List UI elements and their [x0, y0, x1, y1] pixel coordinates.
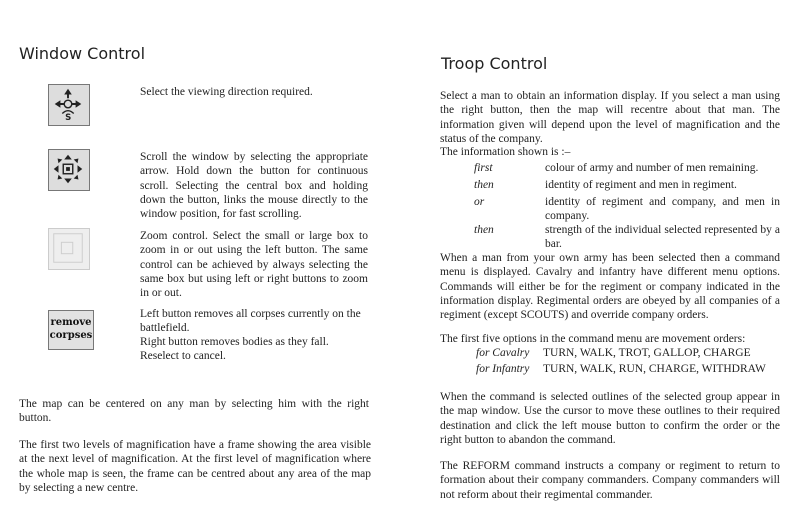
first-five-label: The first five options in the command menu are movement orders:: [440, 333, 746, 345]
corpses-label: corpses: [49, 330, 93, 341]
def-desc: identity of regiment and company, and men in company.: [545, 196, 780, 222]
cavalry-label: for Cavalry: [476, 347, 530, 359]
svg-text:S: S: [65, 113, 72, 123]
info-shown-label: The information shown is :–: [440, 146, 571, 158]
direction-text: Select the viewing direction required.: [140, 86, 313, 98]
infantry-commands: [476, 363, 786, 377]
corpses-text-right: Right button removes bodies as they fall. Reselect to cancel.: [140, 336, 329, 363]
def-desc: identity of regiment and men in regiment.: [545, 179, 737, 191]
outline-para: When the command is selected outlines of the selected group appear in the map window. Use the cursor to move these outlines to their required destination and click the left mouse button to confirm the order or the right button to abandon the command.: [440, 391, 780, 446]
def-row: [440, 161, 780, 175]
troop-control-title: Troop Control: [441, 54, 548, 73]
scroll-arrows-icon[interactable]: [48, 149, 90, 191]
left-para-magnification: The first two levels of magnification have a frame showing the area visible at the next level of magnification. At the first level of magnification where the whole map is seen, the frame can be centred about any area of the map by selecting a new centre.: [19, 439, 371, 494]
zoom-text: Zoom control. Select the small or large box to zoom in or out using the left button. The same control can be achieved by always selecting the same box but using left or right buttons to zoom in or out.: [140, 230, 368, 300]
def-term: or: [474, 196, 485, 208]
corpses-text-left: Left button removes all corpses currently on the battlefield.: [140, 308, 361, 335]
direction-icon[interactable]: [48, 84, 90, 126]
scroll-text: Scroll the window by selecting the appropriate arrow. Hold down the button for continuous scroll. Selecting the central box and holding down the button, links the mouse directly to the window position, for fast scrolling.: [140, 151, 368, 221]
def-desc: colour of army and number of men remaining.: [545, 162, 759, 174]
def-term: then: [474, 224, 494, 236]
def-term: then: [474, 179, 494, 191]
infantry-label: for Infantry: [476, 363, 530, 375]
def-desc: strength of the individual selected represented by a bar.: [545, 224, 780, 250]
infantry-options: TURN, WALK, RUN, CHARGE, WITHDRAW: [543, 363, 766, 375]
remove-label: remove: [50, 317, 92, 328]
window-control-title: Window Control: [19, 44, 146, 63]
def-row: [440, 178, 780, 192]
def-row: [440, 223, 780, 251]
cavalry-options: TURN, WALK, TROT, GALLOP, CHARGE: [543, 347, 751, 359]
command-menu-para: When a man from your own army has been selected then a command menu is displayed. Cavalry and infantry have different menu options. Commands will either be for the regiment or company indicated in the information display. Regimental orders are obeyed by all companies of a regiment (except SCOUTS) and override company orders.: [440, 252, 780, 322]
def-term: first: [474, 162, 493, 174]
zoom-icon[interactable]: [48, 228, 90, 270]
cavalry-commands: [476, 347, 786, 361]
remove-corpses-icon[interactable]: [48, 310, 94, 350]
def-row: [440, 195, 780, 223]
reform-para: The REFORM command instructs a company or regiment to return to formation about their company commanders. Company commanders will not reform about their regimental commander.: [440, 460, 780, 501]
left-para-center: The map can be centered on any man by selecting him with the right button.: [19, 398, 369, 425]
troop-intro: Select a man to obtain an information display. If you select a man using the right button, then the map will recentre about that man. The information given will depend upon the level of magnification and the status of the company.: [440, 90, 780, 145]
